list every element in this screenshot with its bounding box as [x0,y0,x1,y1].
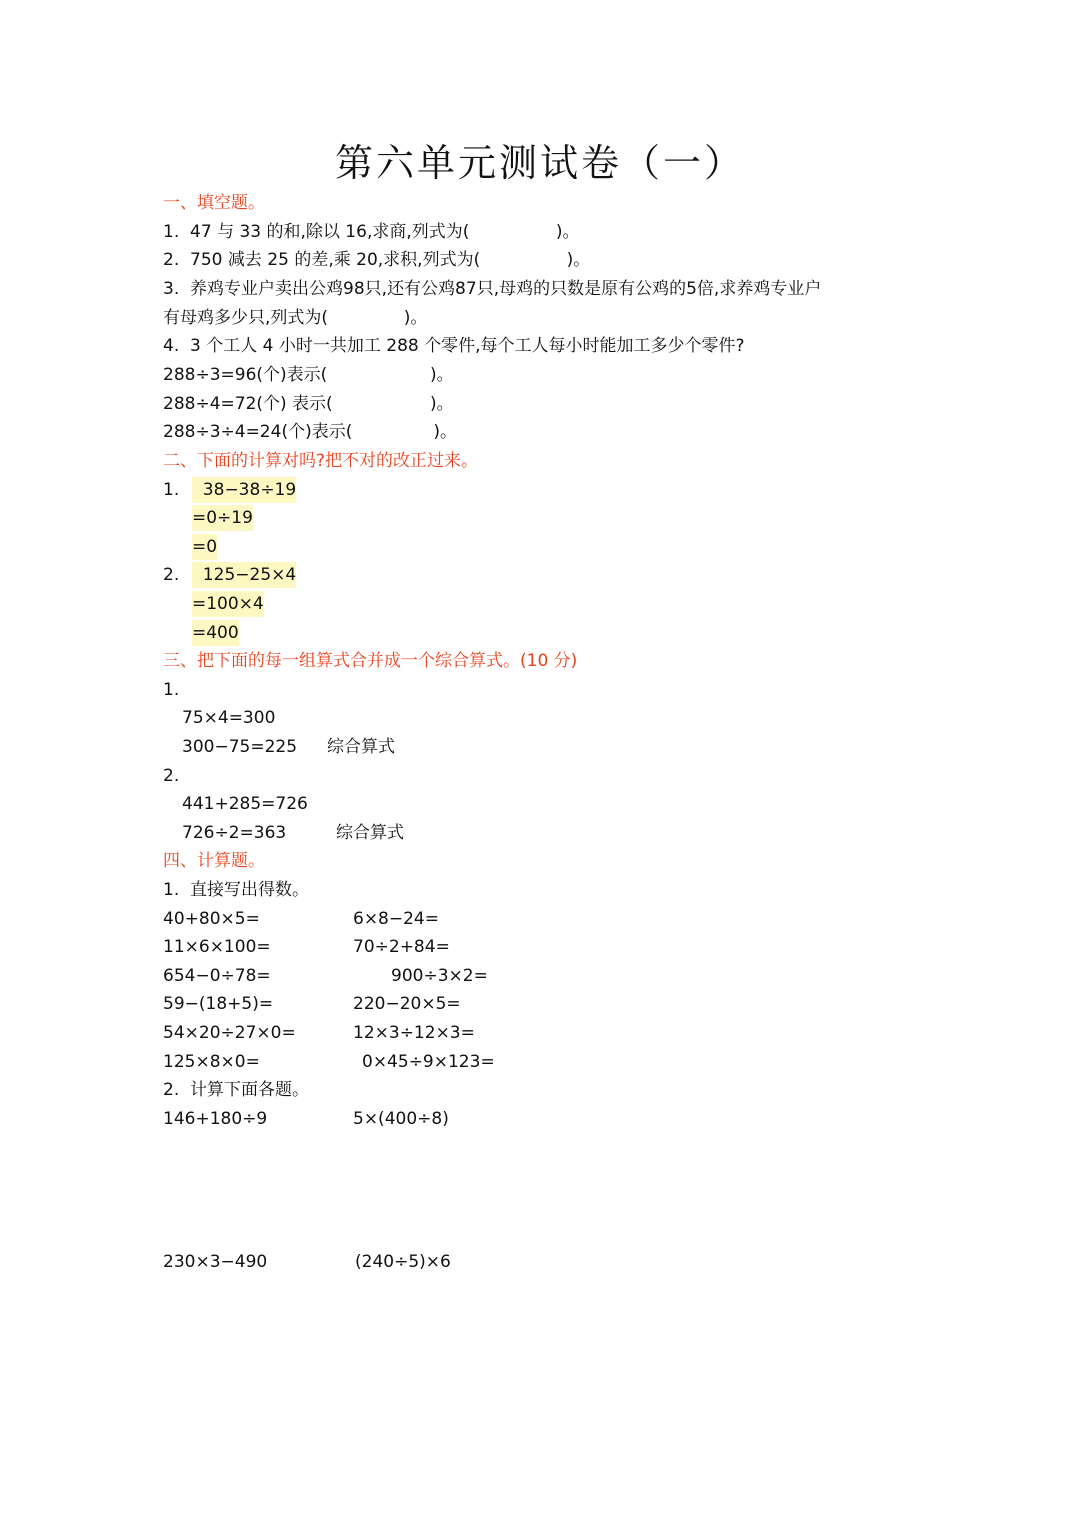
question-4-part-c: 288÷3÷4=24(个)表示( )。 [163,422,458,442]
exercise: 220−20×5= [353,994,461,1014]
group-1-combined-label: 综合算式 [327,737,395,757]
question-4-part-b: 288÷4=72(个) 表示( )。 [163,394,454,414]
question-3-line-2: 有母鸡多少只,列式为( )。 [163,308,428,328]
section-heading-correct-calc: 二、下面的计算对吗?把不对的改正过来。 [163,451,479,471]
question-4-part-a: 288÷3=96(个)表示( )。 [163,365,454,385]
exercise: 900÷3×2= [391,966,488,986]
subsection-calculate: 2. 计算下面各题。 [163,1080,310,1100]
problem-1-step-3: =0 [192,534,217,560]
group-2-combined-label: 综合算式 [336,823,404,843]
question-1: 1. 47 与 33 的和,除以 16,求商,列式为( )。 [163,222,580,242]
exercise: 40+80×5= [163,909,260,929]
exercise: 12×3÷12×3= [353,1023,475,1043]
group-1-equation-2: 300−75=225 [182,737,298,757]
exercise: 6×8−24= [353,909,439,929]
exercise: 59−(18+5)= [163,994,274,1014]
problem-1-number: 1. [163,480,180,500]
section-heading-combine: 三、把下面的每一组算式合并成一个综合算式。(10 分) [163,651,578,671]
section-heading-fill-blanks: 一、填空题。 [163,193,265,213]
group-1-equation-1: 75×4=300 [182,708,276,728]
calc-problem: 230×3−490 [163,1252,268,1272]
group-2-equation-2: 726÷2=363 [182,823,287,843]
exercise: 54×20÷27×0= [163,1023,296,1043]
question-4: 4. 3 个工人 4 小时一共加工 288 个零件,每个工人每小时能加工多少个零件? [163,336,745,356]
exercise: 654−0÷78= [163,966,271,986]
question-3-line-1: 3. 养鸡专业户卖出公鸡98只,还有公鸡87只,母鸡的只数是原有公鸡的5倍,求养鸡专业户 [163,279,822,299]
exercise: 125×8×0= [163,1052,260,1072]
section-heading-calculate: 四、计算题。 [163,851,265,871]
calc-problem: (240÷5)×6 [355,1252,451,1272]
calc-problem: 146+180÷9 [163,1109,268,1129]
question-2: 2. 750 减去 25 的差,乘 20,求积,列式为( )。 [163,250,591,270]
group-2-equation-1: 441+285=726 [182,794,308,814]
problem-2-step-3: =400 [192,620,239,646]
exercise: 0×45÷9×123= [362,1052,495,1072]
group-2-number: 2. [163,766,180,786]
exercise: 11×6×100= [163,937,271,957]
subsection-direct-answers: 1. 直接写出得数。 [163,880,310,900]
calc-problem: 5×(400÷8) [353,1109,449,1129]
exercise: 70÷2+84= [353,937,450,957]
problem-1-step-1: 38−38÷19 [192,477,296,503]
group-1-number: 1. [163,680,180,700]
problem-2-step-2: =100×4 [192,591,264,617]
problem-1-step-2: =0÷19 [192,505,253,531]
problem-2-number: 2. [163,565,180,585]
page-title: 第六单元测试卷（一） [334,141,745,185]
problem-2-step-1: 125−25×4 [192,562,296,588]
